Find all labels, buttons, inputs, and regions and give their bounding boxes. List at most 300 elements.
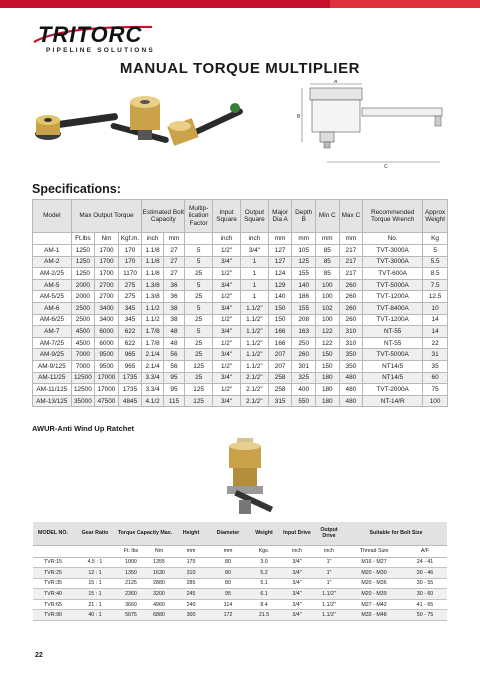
awur-col-gear-ratio: Gear Ratio [73, 522, 117, 545]
unit-cell: mm [339, 233, 363, 245]
table-cell: 1/2" [213, 337, 241, 349]
table-cell: 310 [339, 337, 363, 349]
product-photos [30, 90, 280, 160]
awur-table [33, 522, 447, 621]
table-cell: AM-9/25 [33, 349, 72, 361]
table-cell: 1/2" [213, 314, 241, 326]
table-cell: 155 [292, 302, 316, 314]
table-cell: 150 [268, 302, 292, 314]
table-cell: 1735 [118, 372, 142, 384]
unit-cell: mm [292, 233, 316, 245]
table-cell: 124 [268, 268, 292, 280]
table-cell: 170 [118, 245, 142, 257]
table-cell: 2.1/2" [240, 395, 268, 407]
table-cell: NT14/5 [363, 372, 423, 384]
table-cell: 5.2 [247, 568, 281, 579]
table-cell: AM-6 [33, 302, 72, 314]
table-cell: 6.1 [247, 589, 281, 600]
awur-unit-cell [33, 545, 73, 557]
table-cell: 5075 [117, 610, 145, 621]
table-cell: 3.3/4 [142, 384, 163, 396]
units-row [33, 233, 448, 245]
table-row [33, 268, 448, 280]
table-cell: 95 [209, 589, 247, 600]
awur-unit-cell: inch [281, 545, 313, 557]
table-cell: 1.1/2" [240, 349, 268, 361]
table-cell: 2880 [145, 578, 173, 589]
table-cell: 965 [118, 360, 142, 372]
table-cell: 48 [163, 326, 184, 338]
awur-col-bolt-size: Suitable for Bolt Size [345, 522, 447, 545]
table-cell: 1/2" [213, 360, 241, 372]
brand-tagline: PIPELINE SOLUTIONS [46, 47, 155, 54]
table-cell: 25 [185, 372, 213, 384]
table-cell: TVT-1200A [363, 314, 423, 326]
unit-cell: inch [213, 233, 241, 245]
brand-logo [32, 22, 172, 56]
table-cell: 100 [315, 279, 339, 291]
unit-cell: Kg [423, 233, 448, 245]
table-cell: 2.1/2" [240, 372, 268, 384]
table-cell: 180 [315, 395, 339, 407]
table-cell: 310 [339, 326, 363, 338]
table-cell: NT-14/R [363, 395, 423, 407]
table-cell: 5 [185, 326, 213, 338]
table-cell: 3/4" [281, 557, 313, 568]
table-cell: 208 [292, 314, 316, 326]
label-c: C [384, 164, 388, 170]
table-cell: 1 [240, 268, 268, 280]
table-cell: AM-11/125 [33, 384, 72, 396]
table-cell: 25 [185, 337, 213, 349]
table-cell: 31 [423, 349, 448, 361]
table-cell: 275 [118, 291, 142, 303]
table-cell: TVT-8400A [363, 302, 423, 314]
table-cell: 17000 [95, 384, 119, 396]
specifications-table [32, 199, 448, 407]
table-cell: 217 [339, 256, 363, 268]
table-cell: 3/4" [281, 568, 313, 579]
table-cell: 50 - 75 [403, 610, 447, 621]
table-cell: 622 [118, 326, 142, 338]
table-cell: 1250 [71, 245, 95, 257]
unit-cell: mm [315, 233, 339, 245]
table-cell: TVT-3000A [363, 256, 423, 268]
col-max-c: Max C [339, 200, 363, 233]
table-cell: 2000 [71, 279, 95, 291]
awur-col-input-drive: Input Drive [281, 522, 313, 545]
awur-units-row [33, 545, 447, 557]
table-cell: 14 [423, 326, 448, 338]
table-row [33, 589, 447, 600]
table-cell: 1250 [71, 268, 95, 280]
table-cell: 150 [315, 349, 339, 361]
table-cell: 30 - 46 [403, 568, 447, 579]
table-cell: 350 [339, 360, 363, 372]
unit-cell: No. [363, 233, 423, 245]
col-major-dia: Major Dia A [268, 200, 292, 233]
table-cell: 3/4" [281, 578, 313, 589]
table-cell: 3.3/4 [142, 372, 163, 384]
awur-unit-cell: inch [313, 545, 345, 557]
table-cell: 1/2" [213, 291, 241, 303]
top-accent-bar-right [330, 0, 480, 8]
table-cell: 2000 [71, 291, 95, 303]
table-cell: 4845 [118, 395, 142, 407]
table-cell: 15 : 1 [73, 589, 117, 600]
table-row [33, 291, 448, 303]
table-cell: 300 [173, 610, 209, 621]
table-cell: 25 [185, 268, 213, 280]
table-cell: 5 [185, 302, 213, 314]
table-cell: 1.1/2" [240, 326, 268, 338]
table-cell: 7.5 [423, 279, 448, 291]
table-cell: 8.4 [247, 599, 281, 610]
table-cell: 125 [292, 256, 316, 268]
table-cell: 4500 [71, 337, 95, 349]
table-cell: 47500 [95, 395, 119, 407]
awur-unit-cell: Kgs. [247, 545, 281, 557]
table-cell: 1700 [95, 268, 119, 280]
table-cell: 1.1/2" [313, 589, 345, 600]
dimension-diagram [290, 80, 450, 172]
unit-cell: Kgf.m. [118, 233, 142, 245]
multiplier-photo-2 [110, 96, 170, 144]
table-cell: AM-6/25 [33, 314, 72, 326]
table-cell: 480 [339, 395, 363, 407]
table-cell: 9500 [95, 360, 119, 372]
table-cell: 36 [163, 291, 184, 303]
table-cell: 250 [292, 337, 316, 349]
multiplier-photo-1 [35, 113, 118, 140]
table-cell: 245 [173, 589, 209, 600]
table-cell: M33 - M48 [345, 610, 403, 621]
table-cell: 41 - 65 [403, 599, 447, 610]
specifications-body [33, 245, 448, 407]
table-cell: 3/4" [213, 279, 241, 291]
table-cell: 4500 [71, 326, 95, 338]
awur-unit-cell [73, 545, 117, 557]
table-cell: 217 [339, 245, 363, 257]
awur-heading: AWUR-Anti Wind Up Ratchet [32, 424, 135, 433]
awur-col-weight: Weight [247, 522, 281, 545]
unit-cell: inch [142, 233, 163, 245]
table-cell: 17000 [95, 372, 119, 384]
table-cell: NT-55 [363, 337, 423, 349]
table-cell: TVR:35 [33, 578, 73, 589]
table-cell: 56 [163, 360, 184, 372]
table-cell: 60 [423, 372, 448, 384]
table-cell: 38 [163, 314, 184, 326]
table-cell: 1.7/8 [142, 337, 163, 349]
table-cell: 3/4" [213, 395, 241, 407]
table-cell: 27 [163, 268, 184, 280]
table-cell: 3/4" [281, 599, 313, 610]
table-cell: 3200 [145, 589, 173, 600]
table-cell: 1350 [117, 568, 145, 579]
table-cell: 480 [339, 372, 363, 384]
table-cell: 36 [163, 279, 184, 291]
unit-cell: Nm [95, 233, 119, 245]
table-cell: AM-1 [33, 245, 72, 257]
table-cell: 1.1/2 [142, 302, 163, 314]
table-cell: 30 - 55 [403, 578, 447, 589]
table-cell: 3.0 [247, 557, 281, 568]
table-cell: 22 [423, 337, 448, 349]
table-cell: AM-5/25 [33, 291, 72, 303]
table-cell: 1.1/2" [240, 360, 268, 372]
table-row [33, 360, 448, 372]
table-cell: 1.1/2" [313, 599, 345, 610]
table-cell: 6000 [95, 337, 119, 349]
table-cell: 4960 [145, 599, 173, 610]
table-cell: 260 [339, 302, 363, 314]
table-cell: 150 [268, 314, 292, 326]
table-cell: 21 : 1 [73, 599, 117, 610]
table-cell: TVR:40 [33, 589, 73, 600]
table-cell: 180 [315, 384, 339, 396]
table-cell: 1.1/8 [142, 256, 163, 268]
page-title: MANUAL TORQUE MULTIPLIER [119, 60, 361, 77]
table-cell: 275 [118, 279, 142, 291]
table-cell: 258 [268, 384, 292, 396]
table-row [33, 245, 448, 257]
table-cell: 5 [185, 245, 213, 257]
table-cell: 345 [118, 314, 142, 326]
table-cell: AM-5 [33, 279, 72, 291]
table-cell: 80 [209, 578, 247, 589]
table-cell: 3/4" [213, 349, 241, 361]
table-cell: 5 [423, 245, 448, 257]
table-cell: 5 [185, 256, 213, 268]
table-cell: 27 [163, 256, 184, 268]
table-cell: TVT-2000A [363, 384, 423, 396]
table-cell: 1/2" [213, 268, 241, 280]
table-cell: TVR:65 [33, 599, 73, 610]
table-cell: 12500 [71, 384, 95, 396]
table-cell: TVT-5000A [363, 349, 423, 361]
table-cell: 480 [339, 384, 363, 396]
table-cell: 8.5 [423, 268, 448, 280]
col-depth: Depth B [292, 200, 316, 233]
table-cell: 1355 [145, 557, 173, 568]
table-cell: 166 [268, 326, 292, 338]
col-multiplication-factor: Multip-lication Factor [185, 200, 213, 233]
table-cell: 140 [292, 279, 316, 291]
awur-unit-cell: Nm [145, 545, 173, 557]
table-cell: 30 - 60 [403, 589, 447, 600]
table-cell: 25 [185, 291, 213, 303]
table-cell: 6000 [95, 326, 119, 338]
table-row [33, 384, 448, 396]
table-cell: M20 - M36 [345, 578, 403, 589]
table-cell: 260 [339, 279, 363, 291]
table-cell: 127 [268, 245, 292, 257]
table-cell: 180 [315, 372, 339, 384]
table-row [33, 610, 447, 621]
table-cell: 260 [339, 314, 363, 326]
table-cell: 155 [292, 268, 316, 280]
unit-cell [185, 233, 213, 245]
table-cell: 105 [292, 245, 316, 257]
table-cell: 2700 [95, 279, 119, 291]
table-cell: 75 [423, 384, 448, 396]
table-cell: 95 [163, 384, 184, 396]
table-cell: 100 [315, 314, 339, 326]
table-cell: 1.1/8 [142, 268, 163, 280]
table-cell: 1" [313, 557, 345, 568]
table-cell: 7000 [71, 360, 95, 372]
table-cell: 56 [163, 349, 184, 361]
table-cell: 260 [339, 291, 363, 303]
awur-col-height: Height [173, 522, 209, 545]
table-cell: 315 [268, 395, 292, 407]
table-cell: 2.1/4 [142, 360, 163, 372]
table-cell: 3/4" [213, 256, 241, 268]
table-row [33, 256, 448, 268]
table-cell: 301 [292, 360, 316, 372]
awur-col-diameter: Diameter [209, 522, 247, 545]
table-cell: 1.1/2" [240, 314, 268, 326]
table-cell: 10 [423, 302, 448, 314]
table-cell: TVT-3000A [363, 245, 423, 257]
table-cell: 38 [163, 302, 184, 314]
table-cell: 350 [339, 349, 363, 361]
table-cell: 1.1/2" [313, 610, 345, 621]
awur-col-model: MODEL NO. [33, 522, 73, 545]
table-cell: 3/4" [213, 326, 241, 338]
table-row [33, 349, 448, 361]
table-cell: 965 [118, 349, 142, 361]
table-cell: M27 - M42 [345, 599, 403, 610]
table-cell: 4.5 : 1 [73, 557, 117, 568]
table-row [33, 337, 448, 349]
table-cell: 1700 [95, 256, 119, 268]
table-cell: 163 [292, 326, 316, 338]
table-cell: 285 [173, 578, 209, 589]
table-cell: 2.1/4 [142, 349, 163, 361]
unit-cell: mm [268, 233, 292, 245]
table-row [33, 599, 447, 610]
table-cell: 127 [268, 256, 292, 268]
table-cell: 1 [240, 291, 268, 303]
table-row [33, 395, 448, 407]
col-input-square: Input Square [213, 200, 241, 233]
table-cell: 21.5 [247, 610, 281, 621]
table-cell: 5 [185, 279, 213, 291]
table-cell: 125 [185, 384, 213, 396]
table-cell: 2500 [71, 302, 95, 314]
col-model: Model [33, 200, 72, 233]
table-cell: 25 [185, 349, 213, 361]
table-cell: 1.7/8 [142, 326, 163, 338]
table-cell: 207 [268, 349, 292, 361]
table-cell: 14 [423, 314, 448, 326]
table-cell: 27 [163, 245, 184, 257]
table-cell: 550 [292, 395, 316, 407]
table-cell: 3400 [95, 302, 119, 314]
table-cell: 5.1 [247, 578, 281, 589]
table-cell: 12500 [71, 372, 95, 384]
table-cell: 1/2" [213, 384, 241, 396]
table-cell: 100 [423, 395, 448, 407]
table-cell: 1700 [95, 245, 119, 257]
table-cell: 1170 [118, 268, 142, 280]
table-cell: 114 [209, 599, 247, 610]
table-cell: AM-7/25 [33, 337, 72, 349]
table-cell: 48 [163, 337, 184, 349]
table-cell: 9500 [95, 349, 119, 361]
table-cell: 80 [209, 568, 247, 579]
awur-unit-cell: mm [173, 545, 209, 557]
table-cell: 2.1/2" [240, 384, 268, 396]
table-cell: 5.5 [423, 256, 448, 268]
table-cell: TVR:15 [33, 557, 73, 568]
awur-body [33, 557, 447, 621]
table-cell: 325 [292, 372, 316, 384]
col-output-square: Output Square [240, 200, 268, 233]
table-cell: 85 [315, 256, 339, 268]
awur-unit-cell: A/F [403, 545, 447, 557]
brand-name: TRITORC [38, 22, 143, 47]
table-cell: 85 [315, 268, 339, 280]
table-cell: 175 [173, 557, 209, 568]
table-cell: 4.1/2 [142, 395, 163, 407]
table-cell: AM-7 [33, 326, 72, 338]
table-cell: 24 - 41 [403, 557, 447, 568]
table-cell: 129 [268, 279, 292, 291]
table-cell: 100 [315, 291, 339, 303]
table-cell: NT-55 [363, 326, 423, 338]
specifications-heading: Specifications: [32, 182, 121, 196]
table-row [33, 326, 448, 338]
table-cell: 3/4" [240, 245, 268, 257]
page-number: 22 [35, 652, 43, 659]
table-cell: 2125 [117, 578, 145, 589]
table-cell: 125 [185, 360, 213, 372]
multiplier-photo-3 [167, 103, 244, 146]
table-cell: 1 [240, 279, 268, 291]
awur-unit-cell: Thread Size [345, 545, 403, 557]
table-cell: 122 [315, 326, 339, 338]
table-cell: 7000 [71, 349, 95, 361]
table-cell: 85 [315, 245, 339, 257]
table-cell: 115 [163, 395, 184, 407]
awur-col-torque-capacity: Torque Capacity Max. [117, 522, 173, 545]
table-cell: 35 [423, 360, 448, 372]
table-cell: AM-11/25 [33, 372, 72, 384]
table-cell: 345 [118, 302, 142, 314]
table-cell: NT14/5 [363, 360, 423, 372]
table-cell: 1.3/8 [142, 291, 163, 303]
table-row [33, 578, 447, 589]
table-cell: 1/2" [213, 245, 241, 257]
table-cell: TVR:90 [33, 610, 73, 621]
table-cell: 1.1/2 [142, 314, 163, 326]
table-cell: 3/4" [281, 610, 313, 621]
table-cell: 260 [292, 349, 316, 361]
table-cell: 2700 [95, 291, 119, 303]
table-cell: M20 - M39 [345, 589, 403, 600]
table-cell: 1" [313, 578, 345, 589]
table-cell: 15 : 1 [73, 578, 117, 589]
table-cell: 3/4" [281, 589, 313, 600]
table-cell: 2360 [117, 589, 145, 600]
col-max-output-torque: Max Output Torque [71, 200, 142, 233]
col-weight: Approx Weight [423, 200, 448, 233]
table-cell: 25 [185, 314, 213, 326]
table-cell: 12.5 [423, 291, 448, 303]
